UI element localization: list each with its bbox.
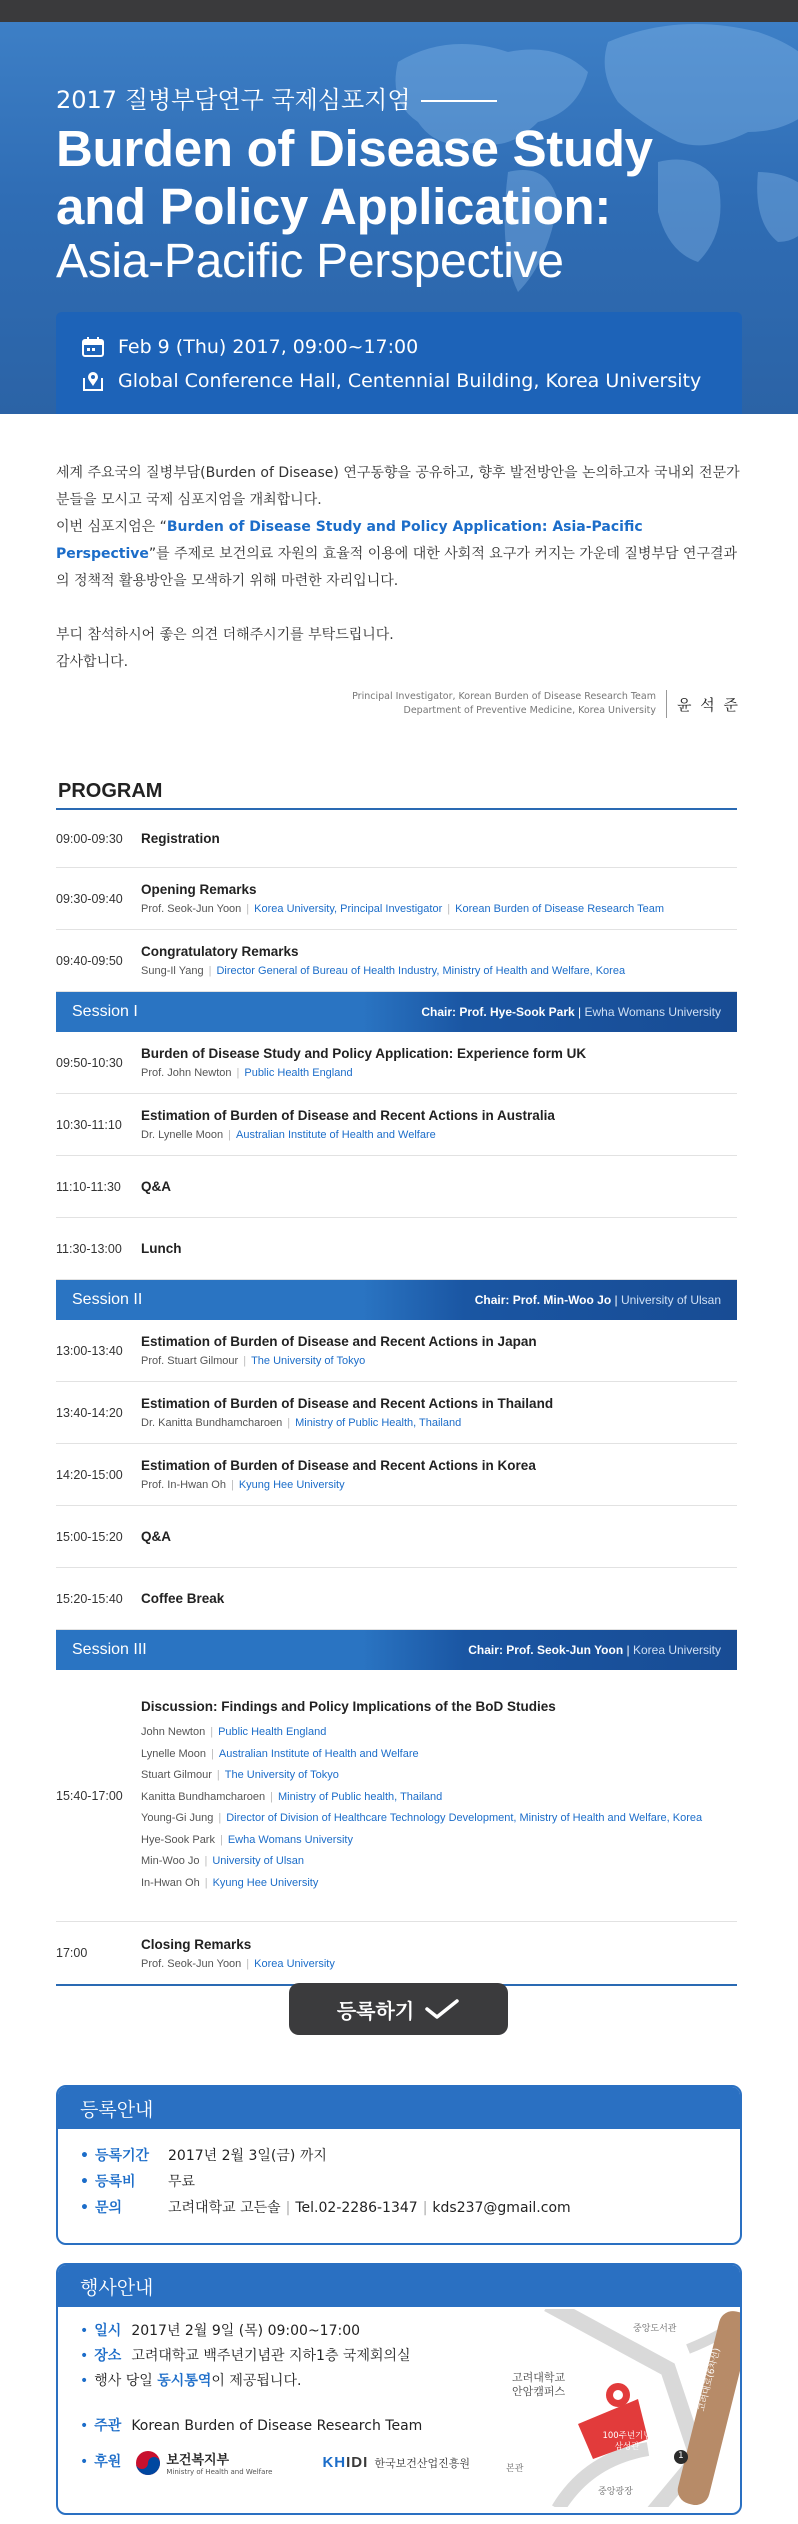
contact-row: • 문의 고려대학교 고든솔 | Tel.02-2286-1347 | kds237@gmail.com [80,2195,718,2221]
speaker-name: Dr. Lynelle Moon [141,1129,224,1141]
panelist-name: Lynelle Moon [141,1747,207,1760]
panelist-org: The University of Tokyo [224,1769,339,1781]
divider: | [447,903,451,915]
speaker-name: Sung-Il Yang [141,965,204,977]
program-content [141,1396,737,1429]
top-bar [0,0,798,22]
signer-affiliation [352,690,667,718]
program-speaker [141,1958,737,1970]
program-title: Registration [141,831,220,846]
program-content [141,1108,737,1141]
hero-title [56,120,653,236]
contact-label: • 문의 [80,2195,168,2221]
divider: | [228,1129,231,1141]
discussion-row [56,1670,737,1922]
program-time: 09:40-09:50 [56,953,123,968]
program-content [141,1179,737,1194]
panelist-org: Kyung Hee University [212,1876,319,1889]
program-row [56,930,737,992]
ministry-logo [135,2449,272,2476]
program-time: 09:30-09:40 [56,891,123,906]
intro-paragraph-3: 부디 참석하시어 좋은 의견 더해주시기를 부탁드립니다. [56,627,394,643]
session-chair [421,1005,721,1019]
calendar-icon [82,337,104,357]
program-title: Closing Remarks [141,1936,252,1952]
speaker-org: Public Health England [244,1067,353,1079]
contact-name: 고려대학교 고든솔 [168,2200,281,2216]
divider: | [246,903,250,915]
panelist-org: Public Health England [218,1726,327,1738]
program-time: 15:20-15:40 [56,1591,123,1606]
program-time: 15:40-17:00 [56,1788,123,1803]
program-row [56,1032,737,1094]
session-name: Session II [72,1291,143,1308]
registration-fee-label: • 등록비 [80,2169,168,2195]
host-value: Korean Burden of Disease Research Team [131,2418,423,2434]
signature-block [352,690,740,718]
panelist [141,1875,737,1893]
program-content [141,1046,737,1079]
panelist-org: Director of Division of Healthcare Technology Development, Ministry of Health and Welfare, Korea [226,1812,703,1824]
program-row [56,1444,737,1506]
hero-banner [0,22,798,414]
panelist-name: Stuart Gilmour [141,1769,212,1781]
panelist [141,1767,737,1785]
panelist [141,1832,737,1850]
panelist-name: In-Hwan Oh [141,1876,200,1889]
panelist-org: University of Ulsan [212,1855,305,1867]
registration-period-row [80,2143,718,2169]
register-button-label: 등록하기 [336,1998,415,2023]
program-speaker [141,1479,737,1491]
khidi-abbr-a: KH [322,2454,347,2471]
program-title: Lunch [141,1241,182,1256]
speaker-org: Korea University [254,1957,335,1970]
speaker-org: Korean Burden of Disease Research Team [455,903,665,915]
host-label: 주관 [94,2418,122,2434]
checkmark-icon [424,1998,460,2020]
speaker-name: Dr. Kanitta Bundhamcharoen [141,1417,283,1429]
speaker-name: Prof. Seok-Jun Yoon [141,903,242,915]
khidi-logo [322,2454,469,2471]
speaker-name: Prof. In-Hwan Oh [141,1479,226,1491]
program-speaker [141,903,737,915]
panelist-name: Min-Woo Jo [141,1855,200,1867]
session-chair [475,1293,721,1307]
program-speaker [141,1129,737,1141]
map-label-library: 중앙도서관 [633,2324,677,2334]
divider: | [219,1833,223,1846]
intro-p2-end: ”를 주제로 보건의료 자원의 효율적 이용에 대한 사회적 요구가 커지는 가운데 질병부담 연구결과의 정책적 활용방안을 모색하기 위해 마련한 자리입니다. [56,546,738,589]
registration-period-label: • 등록기간 [80,2143,168,2169]
sponsor-label: 후원 [94,2454,122,2470]
program-title: Estimation of Burden of Disease and Recent Actions in Korea [141,1458,536,1473]
event-info-box [56,312,742,414]
program-time: 09:00-09:30 [56,831,123,846]
program-row [56,1094,737,1156]
program-speaker [141,1355,737,1367]
map-bldg-line2: 삼성관 [614,2442,640,2452]
divider: | [246,1957,250,1970]
program-content [141,1529,737,1544]
program-heading: PROGRAM [58,780,163,802]
program-row [56,1568,737,1630]
program-speaker [141,965,737,977]
register-button[interactable] [289,1983,508,2035]
event-place-label: 장소 [94,2348,122,2364]
program-title: Coffee Break [141,1591,225,1606]
signer-name: 윤 석 준 [676,695,740,714]
program-time: 11:30-13:00 [56,1241,122,1256]
event-venue: Global Conference Hall, Centennial Building, Korea University [118,370,702,392]
affiliation-line2: Department of Preventive Medicine, Korea University [403,705,656,716]
event-date: Feb 9 (Thu) 2017, 09:00~17:00 [118,336,419,358]
speaker-org: Kyung Hee University [238,1479,345,1491]
session-header [56,1630,737,1670]
session-chair-univ: Ewha Womans University [584,1005,721,1019]
program-content [141,1241,737,1256]
map-campus-line1: 고려대학교 [512,2371,566,2384]
divider: | [611,1293,621,1307]
program-row [56,810,737,868]
panelist-name: Kanitta Bundhamcharoen [141,1790,266,1803]
location-map [498,2309,742,2507]
program-content [141,1937,737,1970]
registration-fee: 무료 [168,2174,196,2190]
ministry-name-en: Ministry of Health and Welfare [166,2468,273,2476]
program-row [56,1382,737,1444]
registration-heading: 등록안내 [58,2087,740,2129]
map-label-building [597,2431,657,2453]
event-date-value: 2017년 2월 9일 (목) 09:00~17:00 [131,2323,361,2339]
session-name: Session III [72,1641,147,1658]
divider: | [210,1726,214,1738]
program-content [141,1458,737,1491]
divider: | [218,1812,222,1824]
divider: | [211,1747,214,1760]
divider: | [574,1005,585,1019]
map-campus-line2: 안암캠퍼스 [512,2385,566,2398]
divider: | [230,1479,234,1491]
event-venue-row [82,366,716,396]
event-info-card [56,2263,742,2515]
registration-fee-row [80,2169,718,2195]
map-label-campus [512,2371,565,2399]
panelist-name: John Newton [141,1726,206,1738]
intro-paragraph-1: 세계 주요국의 질병부담(Burden of Disease) 연구동향을 공유하고, 향후 발전방안을 논의하고자 국내외 전문가 분들을 모시고 국제 심포지엄을 개최합니다. [56,465,740,508]
panelist-org: Australian Institute of Health and Welfare [218,1747,419,1760]
program-title: Estimation of Burden of Disease and Recent Actions in Japan [141,1334,537,1349]
program-time: 15:00-15:20 [56,1529,123,1544]
divider: | [236,1067,240,1079]
contact-phone[interactable]: Tel.02-2286-1347 [295,2200,418,2216]
program-title: Burden of Disease Study and Policy Application: Experience form UK [141,1046,587,1061]
panelist-name: Hye-Sook Park [141,1833,215,1846]
hero-subtitle: 2017 질병부담연구 국제심포지엄 [56,80,497,115]
speaker-org: Director General of Bureau of Health Industry, Ministry of Health and Welfare, Korea [216,965,626,977]
hero-title-line1: Burden of Disease Study [56,120,653,177]
session-chair-name: Chair: Prof. Hye-Sook Park [421,1005,575,1019]
speaker-org: Korea University, Principal Investigator [254,903,443,915]
event-date-row [82,332,716,362]
hero-title-line3: Asia-Pacific Perspective [56,235,564,288]
session-chair-univ: Korea University [632,1643,721,1657]
divider: | [270,1790,274,1803]
program-title: Opening Remarks [141,882,257,897]
speaker-name: Prof. Stuart Gilmour [141,1355,239,1367]
interp-highlight: 동시통역 [157,2373,212,2389]
panelist [141,1724,737,1742]
program-row [56,1922,737,1986]
interp-text-a: 행사 당일 [94,2373,158,2389]
program-title: Congratulatory Remarks [141,944,299,959]
khidi-name: 한국보건산업진흥원 [374,2456,470,2470]
map-label-road: 고려대로(6차선) [697,2347,723,2413]
program-content [141,882,737,915]
program-row [56,1320,737,1382]
program-title: Q&A [141,1529,171,1544]
panelist [141,1853,737,1871]
registration-info-card [56,2085,742,2245]
map-bldg-line1: 100주년기념 [602,2431,652,2441]
divider: | [204,1855,208,1867]
divider: | [216,1769,220,1781]
map-label-main: 본관 [506,2464,524,2474]
taegeuk-emblem-icon [135,2450,161,2476]
intro-text [56,460,746,676]
contact-email[interactable]: kds237@gmail.com [432,2200,571,2216]
divider: | [287,1417,291,1429]
program-content [141,1334,737,1367]
panelist-name: Young-Gi Jung [141,1812,214,1824]
speaker-org: The University of Tokyo [251,1355,366,1367]
event-date-label: 일시 [94,2323,122,2339]
registration-period: 2017년 2월 3일(금) 까지 [168,2148,327,2164]
program-content [141,1699,737,1892]
program-time: 09:50-10:30 [56,1055,123,1070]
event-place-value: 고려대학교 백주년기념관 지하1층 국제회의실 [131,2348,411,2364]
divider: | [204,1876,208,1889]
speaker-org: Australian Institute of Health and Welfare [236,1129,436,1141]
map-label-plaza: 중앙광장 [598,2487,633,2497]
program-speaker [141,1417,737,1429]
program-time: 17:00 [56,1946,88,1960]
program-row [56,1156,737,1218]
divider: | [243,1355,247,1367]
speaker-name: Prof. John Newton [141,1067,232,1079]
divider: | [208,965,212,977]
session-chair [468,1643,721,1657]
session-chair-univ: University of Ulsan [620,1293,721,1307]
speaker-name: Prof. Seok-Jun Yoon [141,1957,242,1970]
program-time: 13:40-14:20 [56,1405,123,1420]
symposium-theme: Burden of Disease Study and Policy Application: Asia-Pacific Perspective [56,519,643,562]
map-marker-number: 1 [678,2451,684,2461]
program-time: 11:10-11:30 [56,1179,121,1194]
program-title: Estimation of Burden of Disease and Recent Actions in Thailand [141,1396,554,1411]
program-time: 13:00-13:40 [56,1343,123,1358]
ministry-name-ko: 보건복지부 [166,2453,230,2468]
program-title: Discussion: Findings and Policy Implications of the BoD Studies [141,1699,556,1714]
khidi-abbr-b: IDI [346,2454,369,2471]
program-speaker [141,1067,737,1079]
program-content [141,944,737,977]
program-time: 14:20-15:00 [56,1467,123,1482]
intro-p2-start: 이번 심포지엄은 “ [56,519,167,535]
session-header [56,1280,737,1320]
intro-thanks: 감사합니다. [56,654,129,670]
divider: | [623,1643,633,1657]
panelist-org: Ministry of Public health, Thailand [278,1790,443,1803]
panelist [141,1746,737,1764]
program-title: Estimation of Burden of Disease and Recent Actions in Australia [141,1108,555,1123]
program-content [141,1591,737,1606]
location-map-icon [82,371,104,391]
event-heading: 행사안내 [58,2265,740,2307]
hero-title-line2: and Policy Application: [56,178,612,235]
session-chair-name: Chair: Prof. Min-Woo Jo [474,1293,612,1307]
panelist-org: Ewha Womans University [227,1833,353,1846]
session-name: Session I [72,1003,138,1020]
panelist [141,1810,737,1828]
program-content [141,831,737,846]
panelist [141,1789,737,1807]
program-table [56,808,737,1986]
program-time: 10:30-11:10 [56,1117,122,1132]
speaker-org: Ministry of Public Health, Thailand [295,1417,462,1429]
interp-text-b: 이 제공됩니다. [211,2373,302,2389]
program-title: Q&A [141,1179,171,1194]
affiliation-line1: Principal Investigator, Korean Burden of Disease Research Team [352,691,656,702]
session-header [56,992,737,1032]
session-chair-name: Chair: Prof. Seok-Jun Yoon [468,1643,624,1657]
intro-paragraph-2 [56,514,746,595]
program-row [56,1506,737,1568]
program-row [56,868,737,930]
program-row [56,1218,737,1280]
